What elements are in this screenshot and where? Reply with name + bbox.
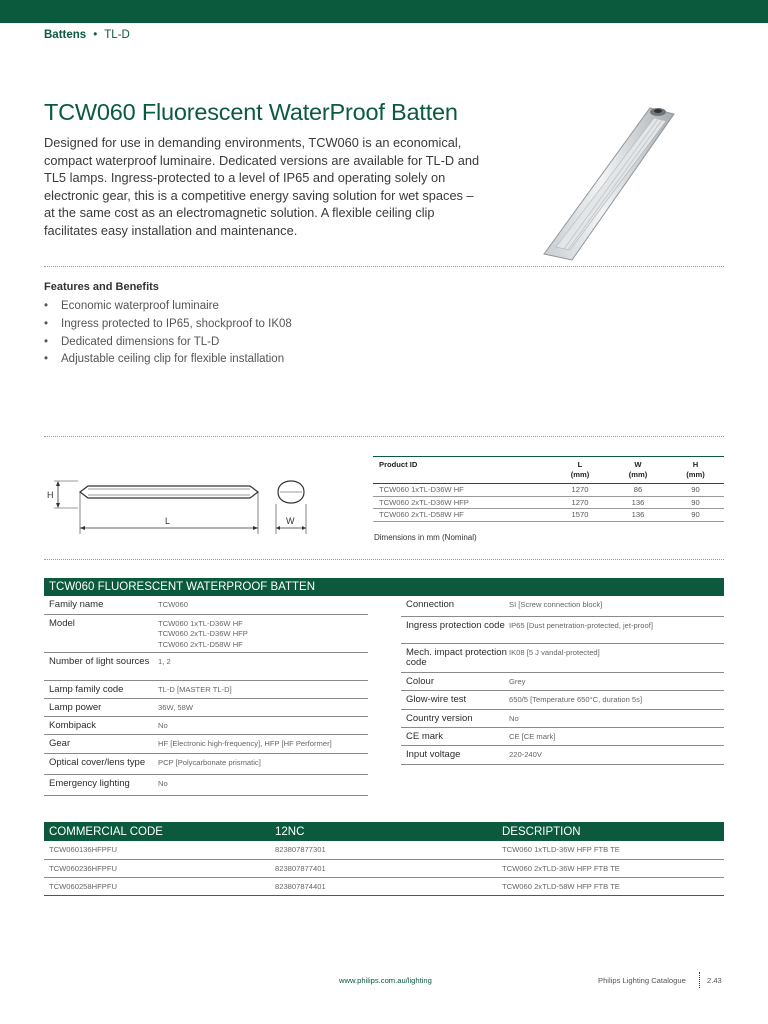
commercial-code-cell: TCW060136HFPFU <box>44 841 270 859</box>
dimension-diagram <box>44 460 314 535</box>
footer-catalogue-name: Philips Lighting Catalogue <box>598 976 686 985</box>
divider <box>44 436 724 437</box>
footer-separator <box>699 972 700 988</box>
spec-label: Kombipack <box>44 717 158 735</box>
spec-table-right <box>401 596 724 765</box>
12nc-cell: 823807877301 <box>270 841 497 859</box>
dimensions-table <box>373 456 724 522</box>
spec-label: Lamp family code <box>44 681 158 699</box>
table-header-row <box>373 457 724 484</box>
feature-text: Ingress protected to IP65, shockproof to IK08 <box>61 317 292 330</box>
description-cell: TCW060 1xTLD-36W HFP FTB TE <box>497 841 724 859</box>
list-item <box>44 316 292 334</box>
spec-label: Input voltage <box>401 745 509 764</box>
spec-value: IP65 [Dust penetration-protected, jet-proof] <box>509 616 724 643</box>
width-cell: 136 <box>609 496 667 509</box>
divider <box>44 266 724 267</box>
feature-text: Adjustable ceiling clip for flexible installation <box>61 353 285 366</box>
column-header: DESCRIPTION <box>497 822 724 841</box>
table-row <box>44 877 724 895</box>
list-item <box>44 351 292 369</box>
table-row <box>44 754 368 775</box>
table-row <box>401 727 724 745</box>
page-title: TCW060 Fluorescent WaterProof Batten <box>44 99 458 125</box>
table-row <box>44 859 724 877</box>
table-row <box>44 775 368 796</box>
breadcrumb-subsection[interactable]: TL-D <box>104 29 130 41</box>
spec-label: Optical cover/lens type <box>44 754 158 775</box>
table-row <box>44 699 368 717</box>
description-cell: TCW060 2xTLD-58W HFP FTB TE <box>497 877 724 895</box>
list-item <box>44 298 292 316</box>
table-row <box>401 690 724 709</box>
table-row <box>373 484 724 497</box>
product-id-cell: TCW060 1xTL-D36W HF <box>373 484 551 497</box>
features-heading: Features and Benefits <box>44 281 159 293</box>
spec-label: Connection <box>401 596 509 616</box>
table-row <box>401 643 724 672</box>
spec-value: No <box>158 717 368 735</box>
table-header-row <box>44 822 724 841</box>
diagram-l-label: L <box>165 516 171 526</box>
spec-value: 1, 2 <box>158 653 368 681</box>
width-cell: 136 <box>609 509 667 522</box>
product-id-cell: TCW060 2xTL-D36W HFP <box>373 496 551 509</box>
features-list <box>44 298 292 369</box>
12nc-cell: 823807874401 <box>270 877 497 895</box>
spec-label: Country version <box>401 709 509 727</box>
width-cell: 86 <box>609 484 667 497</box>
spec-table-left <box>44 596 368 796</box>
table-row <box>401 709 724 727</box>
product-photo <box>538 104 688 264</box>
table-row <box>44 717 368 735</box>
height-cell: 90 <box>667 496 724 509</box>
12nc-cell: 823807877401 <box>270 859 497 877</box>
column-header: W (mm) <box>609 457 667 484</box>
spec-value: 650/5 [Temperature 650°C, duration 5s] <box>509 690 724 709</box>
divider <box>44 559 724 560</box>
spec-value: PCP [Polycarbonate prismatic] <box>158 754 368 775</box>
description-cell: TCW060 2xTLD-36W HFP FTB TE <box>497 859 724 877</box>
table-row <box>44 596 368 614</box>
bullet: • <box>44 335 49 348</box>
spec-value: CE [CE mark] <box>509 727 724 745</box>
column-header: 12NC <box>270 822 497 841</box>
table-row <box>373 509 724 522</box>
length-cell: 1570 <box>551 509 609 522</box>
spec-value: TCW060 1xTL-D36W HF TCW060 2xTL-D36W HFP TCW060 2xTL-D58W HF <box>158 614 368 653</box>
bullet: • <box>44 353 49 366</box>
spec-label: Emergency lighting <box>44 775 158 796</box>
spec-label: Ingress protection code <box>401 616 509 643</box>
commercial-code-cell: TCW060258HFPFU <box>44 877 270 895</box>
spec-value: SI [Screw connection block] <box>509 596 724 616</box>
table-row <box>44 735 368 754</box>
table-row <box>44 614 368 653</box>
spec-value: No <box>158 775 368 796</box>
table-row <box>44 681 368 699</box>
column-header: Product ID <box>373 457 551 484</box>
table-row <box>401 745 724 764</box>
breadcrumb-separator: • <box>93 29 98 41</box>
table-row <box>373 496 724 509</box>
top-brand-bar <box>0 0 768 23</box>
dimensions-note: Dimensions in mm (Nominal) <box>374 533 477 542</box>
column-header: L (mm) <box>551 457 609 484</box>
breadcrumb-section[interactable]: Battens <box>44 29 87 41</box>
spec-value: HF [Electronic high-frequency], HFP [HF Performer] <box>158 735 368 754</box>
spec-value: Grey <box>509 672 724 690</box>
spec-label: Model <box>44 614 158 653</box>
spec-label: Glow-wire test <box>401 690 509 709</box>
table-row <box>401 596 724 616</box>
feature-text: Dedicated dimensions for TL-D <box>61 335 220 348</box>
diagram-w-label: W <box>286 516 295 526</box>
length-cell: 1270 <box>551 484 609 497</box>
diagram-h-label: H <box>47 490 54 500</box>
spec-value: 36W, 58W <box>158 699 368 717</box>
length-cell: 1270 <box>551 496 609 509</box>
feature-text: Economic waterproof luminaire <box>61 300 219 312</box>
spec-value: TL-D [MASTER TL-D] <box>158 681 368 699</box>
spec-label: Gear <box>44 735 158 754</box>
commercial-code-cell: TCW060236HFPFU <box>44 859 270 877</box>
footer-website-link[interactable]: www.philips.com.au/lighting <box>339 976 432 985</box>
commercial-codes-table <box>44 822 724 896</box>
bullet: • <box>44 317 49 330</box>
spec-label: Lamp power <box>44 699 158 717</box>
bullet: • <box>44 300 49 312</box>
spec-table-header: TCW060 FLUORESCENT WATERPROOF BATTEN <box>44 578 724 596</box>
spec-value: 220-240V <box>509 745 724 764</box>
spec-label: Mech. impact protection code <box>401 643 509 672</box>
intro-paragraph: Designed for use in demanding environments, TCW060 is an economical, compact waterproof luminaire. Dedicated versions are available for TL-D and TL5 lamps. Ingress-protected to a level of IP65 and operating solely on electronic gear, this is a competitive energy saving solution for wet spaces – at the same cost as an electromagnetic solution. A flexible ceiling clip facilitates easy installation and maintenance. <box>44 135 480 238</box>
table-row <box>44 841 724 859</box>
breadcrumb <box>44 29 130 41</box>
spec-label: Family name <box>44 596 158 614</box>
page-number: 2.43 <box>707 976 722 985</box>
spec-value: IK08 [5 J vandal-protected] <box>509 643 724 672</box>
list-item <box>44 334 292 352</box>
column-header: COMMERCIAL CODE <box>44 822 270 841</box>
height-cell: 90 <box>667 484 724 497</box>
spec-value: No <box>509 709 724 727</box>
table-row <box>401 672 724 690</box>
column-header: H (mm) <box>667 457 724 484</box>
spec-label: Number of light sources <box>44 653 158 681</box>
spec-value: TCW060 <box>158 596 368 614</box>
spec-label: CE mark <box>401 727 509 745</box>
spec-label: Colour <box>401 672 509 690</box>
height-cell: 90 <box>667 509 724 522</box>
table-row <box>401 616 724 643</box>
table-row <box>44 653 368 681</box>
product-id-cell: TCW060 2xTL-D58W HF <box>373 509 551 522</box>
